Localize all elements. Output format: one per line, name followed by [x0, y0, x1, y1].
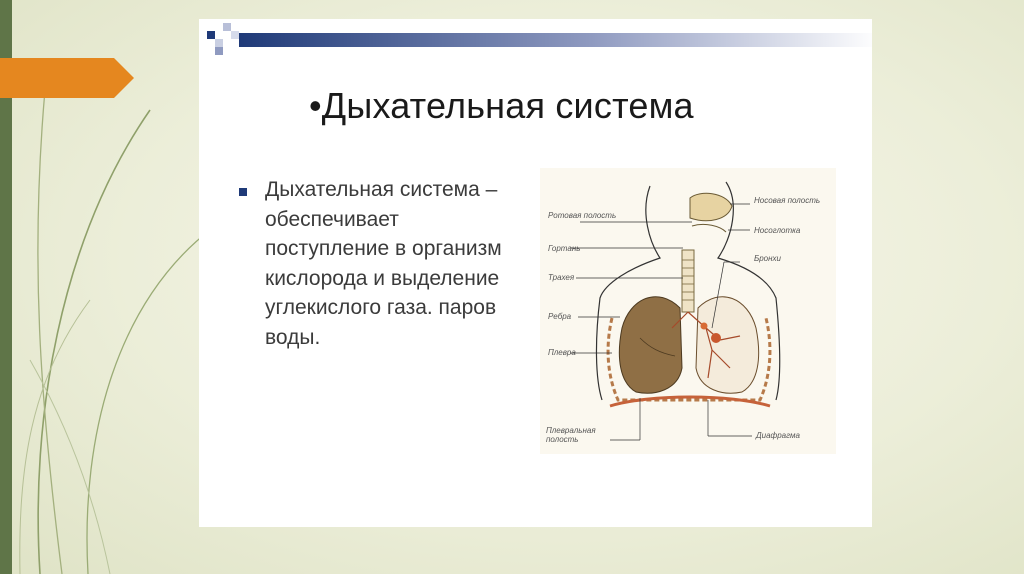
- bullet-icon: [239, 188, 247, 196]
- label-bronchi: Бронхи: [754, 254, 781, 263]
- slide-card: [199, 19, 872, 527]
- label-pleural-cavity: Плевральная полость: [546, 426, 596, 444]
- label-pleura: Плевра: [548, 348, 576, 357]
- label-diaphragm: Диафрагма: [756, 431, 800, 440]
- slide-title: •Дыхательная система: [309, 85, 694, 126]
- label-oral-cavity: Ротовая полость: [548, 211, 617, 220]
- slide-body-text: Дыхательная система – обеспечивает поступление в организм кислорода и выделение углекислого газа. паров воды.: [265, 178, 502, 349]
- label-trachea: Трахея: [548, 273, 575, 282]
- orange-tab: [0, 58, 134, 98]
- label-nasopharynx: Носоглотка: [754, 226, 801, 235]
- title-decoration: [199, 19, 872, 67]
- label-ribs: Ребра: [548, 312, 572, 321]
- label-larynx: Гортань: [548, 244, 581, 253]
- respiratory-system-diagram: [540, 168, 836, 454]
- label-nasal-cavity: Носовая полость: [754, 196, 821, 205]
